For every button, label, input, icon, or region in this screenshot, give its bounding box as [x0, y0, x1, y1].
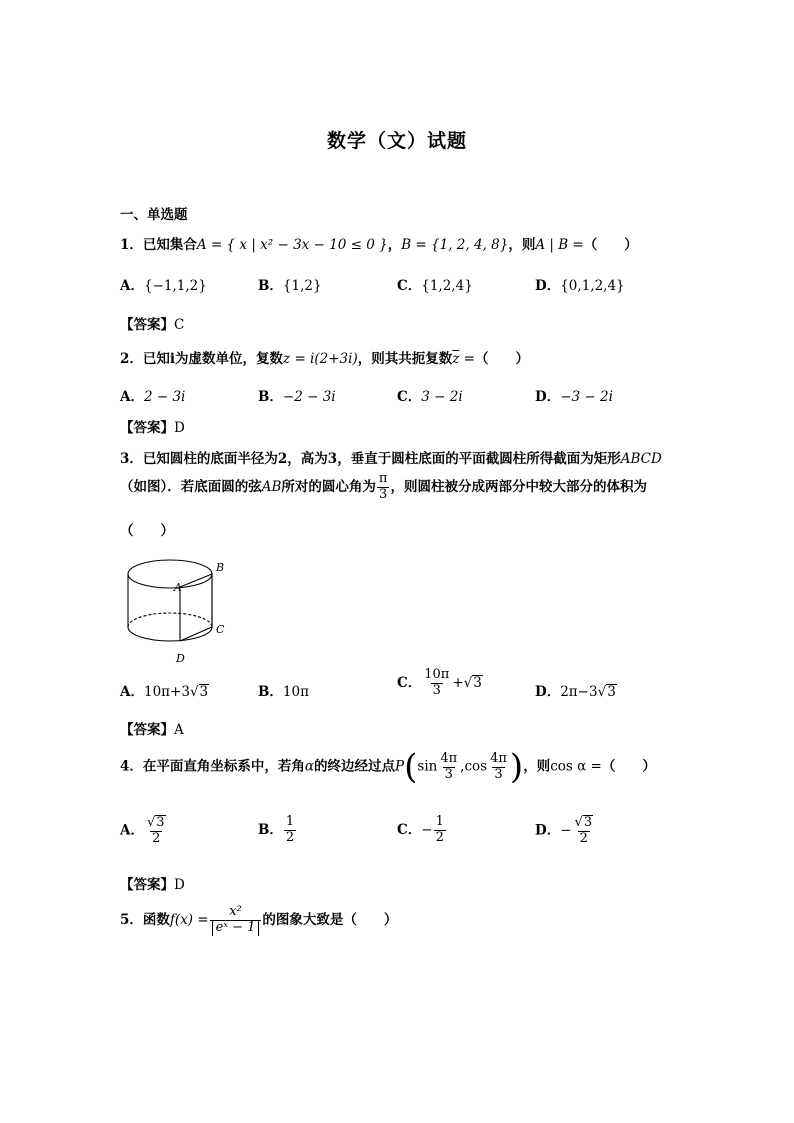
question-text: 在平面直角坐标系中，若角 — [142, 758, 305, 775]
option-a — [120, 274, 207, 294]
option-label: D． — [535, 822, 561, 839]
label-d: D — [176, 652, 185, 665]
math-expression: α — [304, 758, 315, 775]
option-label: D． — [535, 684, 561, 700]
math-expression: cos — [464, 758, 488, 775]
option-value: 2 − 3i — [143, 389, 186, 405]
option-label: C． — [397, 389, 422, 405]
option-b — [258, 274, 322, 294]
option-value: −3 − 2i — [560, 389, 613, 405]
option-label: B． — [258, 684, 283, 700]
option-label: D． — [535, 278, 561, 294]
answer-2 — [120, 416, 185, 436]
question-5 — [120, 905, 397, 936]
option-a — [120, 815, 169, 847]
question-text: ，则其共扼复数 — [357, 351, 453, 367]
question-text: ，则 — [523, 758, 551, 775]
math-expression: ABCD — [620, 451, 662, 467]
section-heading: 一、单选题 — [120, 207, 188, 223]
math-expression: A | B = — [535, 237, 584, 253]
math-expression: B = {1, 2, 4, 8} — [401, 237, 509, 253]
answer-label: 【答案】 — [120, 877, 174, 893]
question-number: 4． — [120, 758, 143, 775]
sqrt-value: 3 — [473, 674, 482, 691]
option-value: + — [452, 674, 464, 691]
option-label: C． — [397, 821, 422, 838]
option-label: C． — [397, 278, 422, 294]
math-expression: P — [395, 758, 405, 775]
answer-value: C — [174, 317, 185, 333]
top-ellipse — [128, 560, 212, 588]
answer-paren: （ ） — [120, 523, 174, 539]
option-d — [535, 385, 613, 405]
option-c — [397, 274, 473, 294]
option-value: {0,1,2,4} — [560, 278, 625, 294]
option-a: A．10π+3√3 — [120, 684, 209, 700]
option-value: {1,2} — [282, 278, 322, 294]
sqrt-value: 3 — [607, 684, 616, 700]
option-b — [258, 815, 297, 846]
conjugate-symbol: $\overline{z}$ — [452, 351, 460, 367]
question-number: 3． — [120, 451, 143, 467]
answer-value: A — [174, 722, 184, 738]
math-expression: A = { x | x² − 3x − 10 ≤ 0 } — [196, 237, 388, 253]
option-label: A． — [120, 822, 144, 839]
option-label: A． — [120, 684, 144, 700]
option-value: 10π+3 — [143, 684, 190, 700]
answer-label: 【答案】 — [120, 317, 174, 333]
option-value: 2π−3 — [560, 684, 598, 700]
fraction: $\frac{\pi}{3}$ — [378, 471, 388, 502]
question-text: ，则圆柱被分成两部分中较大部分的体积为 — [390, 478, 647, 495]
option-value: 10π — [282, 684, 309, 700]
label-a: A — [174, 581, 182, 594]
answer-value: D — [174, 420, 185, 436]
option-value: −2 − 3i — [282, 389, 336, 405]
fraction: $\frac{10\pi}{3}$ — [424, 667, 450, 698]
question-3-line-2 — [120, 472, 647, 503]
option-value: 3 − 2i — [421, 389, 463, 405]
answer-4 — [120, 873, 185, 893]
question-number: 5． — [120, 911, 143, 928]
option-d — [535, 274, 625, 294]
answer-value: D — [174, 877, 185, 893]
option-value: {−1,1,2} — [143, 278, 207, 294]
option-b — [258, 385, 336, 405]
question-text: 已知集合 — [142, 237, 197, 253]
option-label: C． — [397, 674, 422, 691]
math-expression: AB — [261, 478, 282, 495]
option-label: A． — [120, 389, 144, 405]
question-text: 函数 — [142, 911, 170, 928]
option-a — [120, 385, 185, 405]
question-text: 所对的圆心角为 — [281, 478, 376, 495]
bottom-back-arc — [128, 613, 212, 627]
page-title: 数学（文）试题 — [326, 130, 467, 152]
question-3 — [120, 447, 662, 467]
math-expression: z = i(2+3i) — [283, 351, 358, 367]
math-expression: cos α = — [550, 758, 602, 775]
math-expression: sin — [417, 758, 438, 775]
fraction: $\frac{\text{x²}}{\text{eˣ − 1}}$ — [210, 905, 262, 936]
question-text: （如图）．若底面圆的弦 — [120, 478, 262, 495]
bottom-front-arc — [128, 627, 212, 641]
fraction: $\frac{√3}{2}$ — [146, 815, 165, 846]
option-label: B． — [258, 389, 283, 405]
fraction: $\frac{1}{2}$ — [285, 814, 295, 845]
answer-3 — [120, 718, 184, 738]
math-expression: f(x) = — [169, 911, 209, 928]
option-label: D． — [535, 389, 561, 405]
answer-paren: （ ） — [583, 237, 638, 253]
option-c: C．− $\frac{1}{2}$ — [397, 814, 444, 845]
answer-1 — [120, 313, 184, 333]
question-1 — [120, 233, 638, 253]
option-b — [258, 680, 309, 700]
question-number: 2． — [120, 351, 143, 367]
label-b: B — [216, 561, 225, 574]
label-c: C — [216, 623, 225, 636]
math-expression: = — [459, 351, 475, 367]
option-value: {1,2,4} — [421, 278, 473, 294]
option-c: C． $\frac{10\pi}{3}$ +√3 — [397, 667, 482, 698]
fraction: $\frac{√3}{2}$ — [574, 815, 593, 846]
sqrt-value: 3 — [199, 684, 209, 700]
question-number: 1． — [120, 237, 143, 253]
answer-label: 【答案】 — [120, 722, 174, 738]
option-label: B． — [258, 821, 283, 838]
cylinder-figure — [118, 545, 238, 670]
fraction: $\frac{4\pi}{3}$ — [440, 750, 458, 782]
option-d: D．2π−3√3 — [535, 684, 616, 700]
fraction: $\frac{1}{2}$ — [435, 814, 444, 845]
answer-paren: （ ） — [474, 351, 529, 367]
option-label: B． — [258, 278, 283, 294]
answer-paren: （ ） — [601, 758, 656, 775]
question-text: ， — [387, 237, 402, 253]
fraction: $\frac{4\pi}{3}$ — [490, 750, 507, 782]
question-text: ，则 — [508, 237, 536, 253]
question-4: 4．在平面直角坐标系中，若角α的终边经过点P(sin $\frac{4\pi}{3}$ ,cos $\frac{4\pi}{3}$ )，则cos α =（ ） — [120, 747, 656, 787]
question-text: 已知圆柱的底面半径为2，高为3，垂直于圆柱底面的平面截圆柱所得截面为矩形 — [142, 451, 621, 467]
question-2 — [120, 347, 529, 367]
option-label: A． — [120, 278, 144, 294]
option-c — [397, 385, 463, 405]
answer-label: 【答案】 — [120, 420, 174, 436]
question-text: 已知i为虚数单位，复数 — [142, 351, 284, 367]
question-text: 的终边经过点 — [314, 758, 396, 775]
option-d: D．− $\frac{√3}{2}$ — [535, 815, 596, 847]
question-text: 的图象大致是（ ） — [262, 911, 398, 928]
